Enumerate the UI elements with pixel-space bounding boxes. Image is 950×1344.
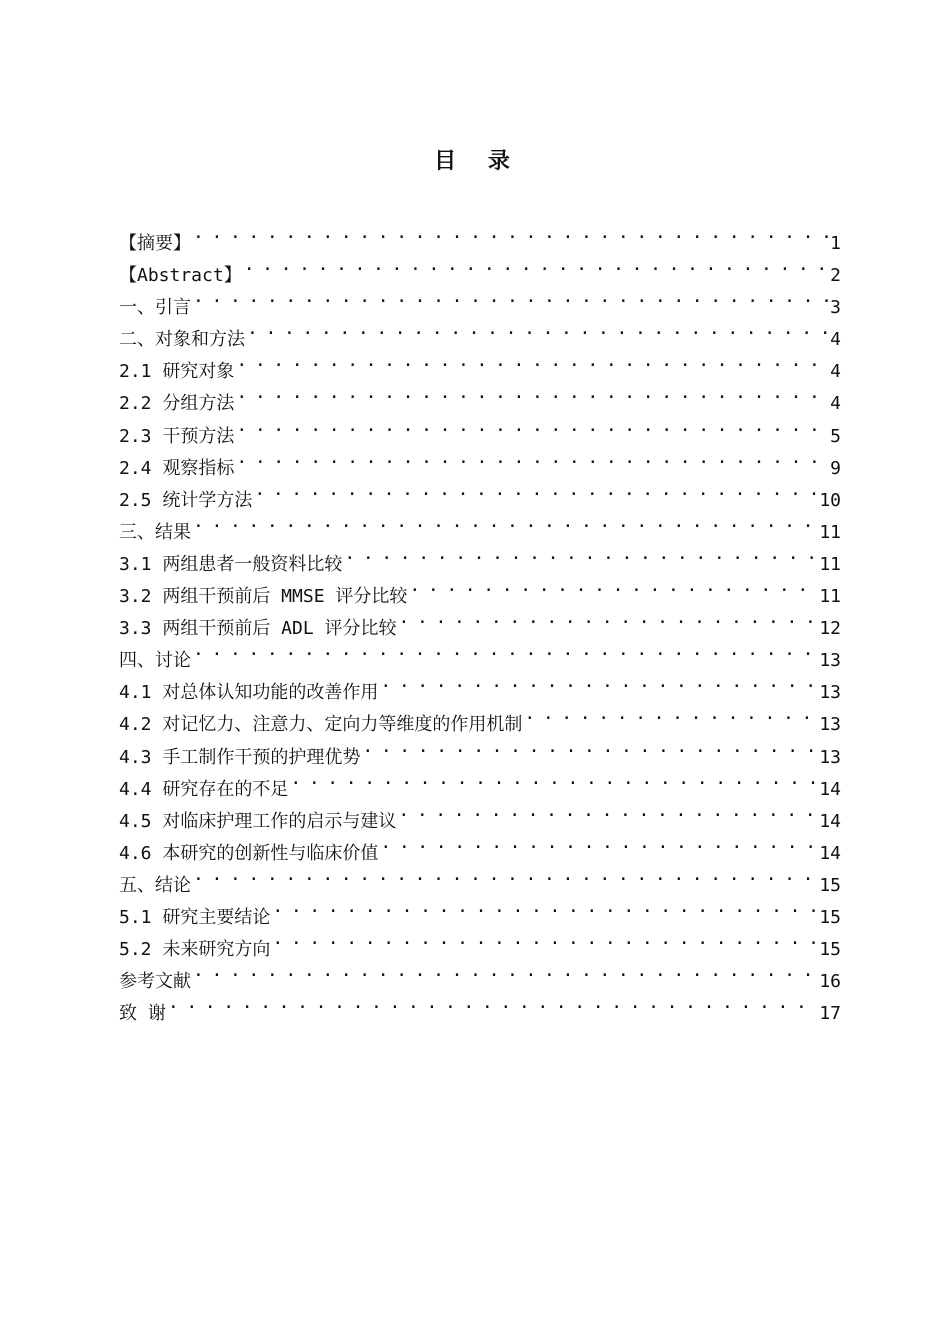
toc-entry-label: 4.2 对记忆力、注意力、定向力等维度的作用机制 [119, 714, 523, 736]
toc-entry-page-number: 1 [830, 233, 841, 254]
toc-entry-page-number: 16 [819, 971, 841, 993]
toc-entry-label: 5.1 研究主要结论 [119, 906, 271, 928]
toc-entry-label: 2.4 观察指标 [119, 457, 235, 479]
toc-entry-page-number: 13 [819, 746, 841, 768]
toc-entry-page-number: 14 [819, 778, 841, 800]
toc-entry-label: 【摘要】 [119, 233, 191, 254]
toc-entry-page-number: 14 [819, 842, 841, 864]
toc-entry-page-number: 11 [819, 586, 841, 608]
toc-entry[interactable] [119, 955, 841, 993]
toc-dot-leader [409, 570, 817, 602]
toc-entry-label: 五、结论 [119, 874, 191, 896]
toc-dot-leader [398, 795, 817, 827]
toc-dot-leader [272, 923, 817, 955]
toc-dot-leader [380, 666, 817, 698]
toc-dot-leader [193, 955, 817, 987]
toc-entry-page-number: 2 [830, 265, 841, 287]
toc-entry-label: 三、结果 [119, 521, 191, 543]
toc-entry[interactable] [119, 538, 841, 575]
toc-entry-page-number: 13 [819, 650, 841, 672]
toc-dot-leader [193, 506, 817, 538]
toc-entry-label: 3.2 两组干预前后 MMSE 评分比较 [119, 586, 408, 608]
toc-dot-leader [380, 827, 817, 859]
toc-entry-page-number: 11 [819, 521, 841, 543]
toc-title: 目 录 [434, 149, 522, 174]
toc-entry-label: 4.3 手工制作干预的护理优势 [119, 746, 361, 768]
toc-entry[interactable] [119, 217, 841, 254]
toc-entry-label: 二、对象和方法 [119, 329, 245, 351]
toc-dot-leader [247, 313, 828, 345]
toc-entry[interactable] [119, 281, 841, 319]
toc-dot-leader [399, 602, 818, 634]
toc-entry[interactable] [119, 313, 841, 351]
toc-dot-leader [193, 281, 828, 313]
toc-entry-label: 2.5 统计学方法 [119, 489, 253, 511]
toc-dot-leader [272, 891, 817, 923]
toc-entry-label: 【Abstract】 [119, 265, 242, 287]
toc-entry-page-number: 13 [819, 682, 841, 704]
toc-entry-page-number: 15 [819, 874, 841, 896]
toc-entry-label: 四、讨论 [119, 650, 191, 672]
toc-dot-leader [236, 410, 828, 442]
toc-entry-page-number: 10 [819, 489, 841, 511]
toc-entry[interactable] [119, 634, 841, 672]
toc-dot-leader [254, 474, 817, 506]
toc-entry-label: 4.1 对总体认知功能的改善作用 [119, 682, 379, 704]
toc-entry[interactable] [119, 249, 841, 287]
toc-dot-leader [290, 763, 817, 795]
toc-entry-label: 一、引言 [119, 297, 191, 319]
toc-entry-page-number: 9 [830, 457, 841, 479]
toc-entry-label: 3.3 两组干预前后 ADL 评分比较 [119, 618, 397, 640]
toc-entry-page-number: 3 [830, 297, 841, 319]
toc-dot-leader [193, 859, 817, 891]
toc-entry-page-number: 4 [830, 393, 841, 415]
toc-entry-page-number: 4 [830, 361, 841, 383]
toc-entry-page-number: 15 [819, 906, 841, 928]
toc-entry-page-number: 15 [819, 939, 841, 961]
toc-entry-page-number: 13 [819, 714, 841, 736]
toc-entry[interactable] [119, 891, 841, 928]
toc-entry-page-number: 12 [819, 618, 841, 640]
toc-entry-page-number: 14 [819, 810, 841, 832]
toc-entry-label: 4.5 对临床护理工作的启示与建议 [119, 810, 397, 832]
toc-entry-label: 参考文献 [119, 971, 191, 993]
toc-dot-leader [193, 217, 828, 249]
toc-entry-page-number: 5 [830, 425, 841, 447]
toc-entry[interactable] [119, 506, 841, 543]
toc-dot-leader [236, 442, 828, 474]
toc-dot-leader [236, 377, 828, 409]
toc-entry-label: 4.6 本研究的创新性与临床价值 [119, 842, 379, 864]
toc-entry-label: 2.2 分组方法 [119, 393, 235, 415]
toc-dot-leader [362, 731, 817, 763]
toc-dot-leader [193, 634, 817, 666]
toc-entry-page-number: 4 [830, 329, 841, 351]
toc-entry-label: 2.1 研究对象 [119, 361, 235, 383]
toc-entry[interactable] [119, 666, 841, 704]
toc-dot-leader [344, 538, 817, 570]
toc-dot-leader [236, 345, 828, 377]
toc-list [119, 217, 841, 1025]
toc-entry-page-number: 17 [819, 1003, 841, 1025]
toc-dot-leader [244, 249, 828, 281]
toc-dot-leader [168, 987, 817, 1019]
toc-entry-label: 4.4 研究存在的不足 [119, 778, 289, 800]
toc-entry[interactable] [119, 859, 841, 896]
toc-entry-label: 3.1 两组患者一般资料比较 [119, 553, 343, 575]
toc-entry-label: 2.3 干预方法 [119, 425, 235, 447]
toc-dot-leader [524, 698, 817, 730]
toc-entry[interactable] [119, 987, 841, 1025]
toc-entry-label: 5.2 未来研究方向 [119, 939, 271, 961]
toc-entry-label: 致 谢 [119, 1003, 166, 1025]
toc-entry-page-number: 11 [819, 553, 841, 575]
